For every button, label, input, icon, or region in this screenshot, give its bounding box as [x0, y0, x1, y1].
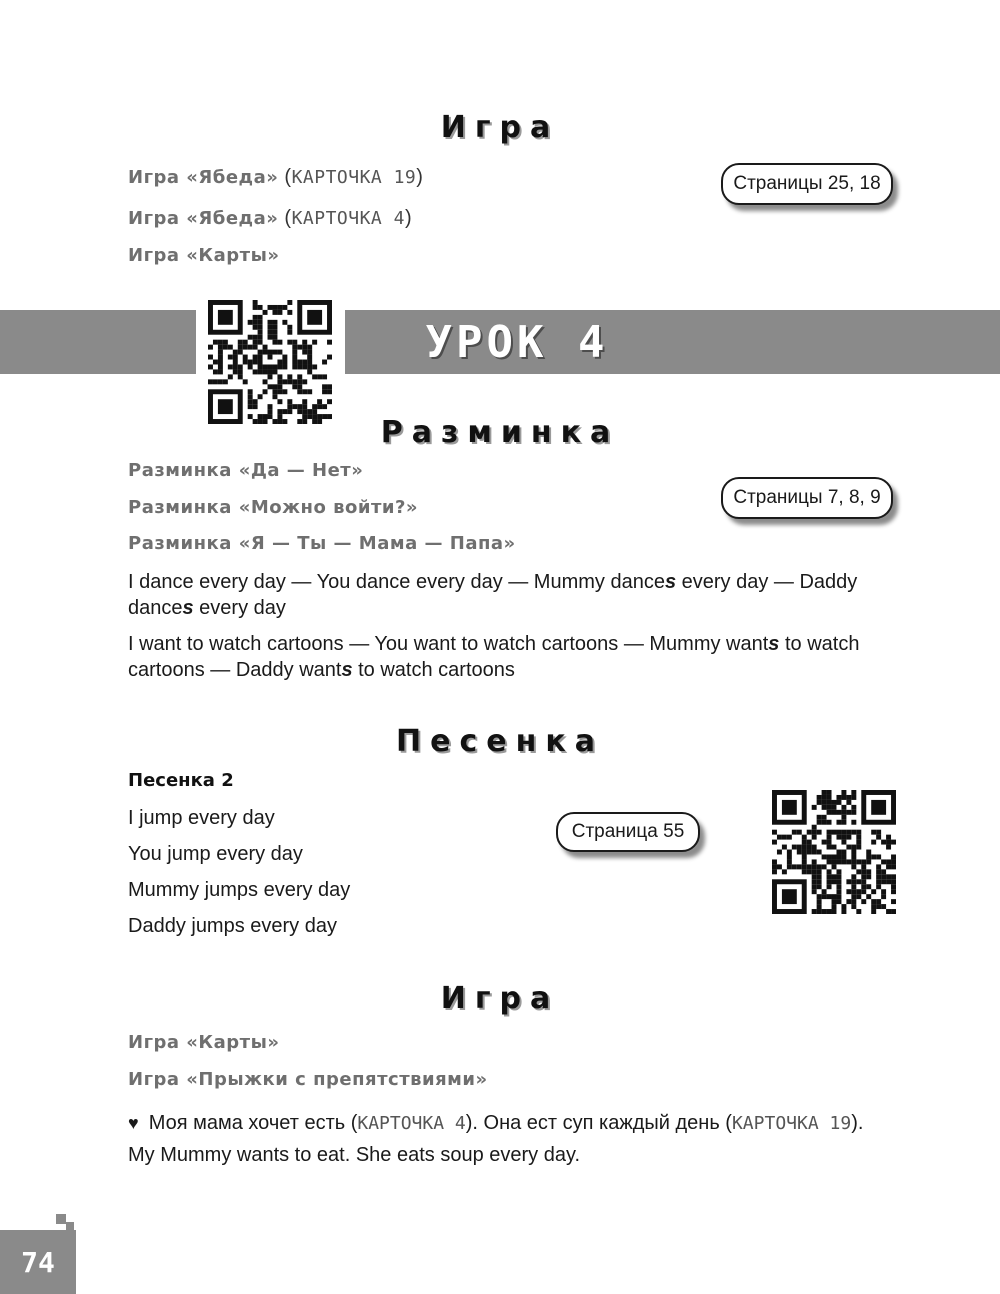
qr-code-icon: [772, 790, 896, 914]
section-heading-warmup: Разминка: [380, 415, 620, 450]
heart-icon: ♥: [128, 1113, 139, 1133]
song-line-3: Mummy jumps every day: [128, 879, 351, 901]
game-item-2: Игра «Ябеда» (КАРТОЧКА 4): [128, 207, 413, 229]
card-ref: КАРТОЧКА 19: [291, 167, 417, 188]
song-line-4: Daddy jumps every day: [128, 915, 337, 937]
game-item-3: Игра «Карты»: [128, 245, 280, 266]
warmup-item-2: Разминка «Можно войти?»: [128, 497, 419, 518]
bullet-sentence: ♥ Моя мама хочет есть (КАРТОЧКА 4). Она ест суп каждый день (КАРТОЧКА 19).: [128, 1112, 864, 1134]
section-heading-game-2: Игра: [440, 981, 560, 1016]
page-number: 74: [21, 1245, 55, 1279]
game2-item-2: Игра «Прыжки с препятствиями»: [128, 1069, 488, 1090]
card-ref: КАРТОЧКА 4: [291, 208, 405, 229]
lesson-title: УРОК 4: [425, 316, 609, 368]
pages-badge-game: Страницы 25, 18: [721, 163, 893, 205]
game2-item-1: Игра «Карты»: [128, 1032, 280, 1053]
section-heading-game: Игра: [440, 110, 560, 145]
warmup-item-3: Разминка «Я — Ты — Мама — Папа»: [128, 533, 516, 554]
song-title: Песенка 2: [128, 770, 234, 791]
tab-pixel-decor: [56, 1214, 66, 1224]
game-item-1: Игра «Ябеда» (КАРТОЧКА 19): [128, 166, 424, 188]
card-ref: КАРТОЧКА 19: [731, 1113, 852, 1134]
warmup-line-2: I want to watch cartoons — You want to watch cartoons — Mummy wants to watch cartoons — Daddy wants to watch cartoons: [128, 633, 860, 681]
song-line-1: I jump every day: [128, 807, 275, 829]
lesson-band-left: [0, 310, 196, 374]
card-ref: КАРТОЧКА 4: [357, 1113, 466, 1134]
pages-badge-warmup: Страницы 7, 8, 9: [721, 477, 893, 519]
warmup-item-1: Разминка «Да — Нет»: [128, 460, 364, 481]
warmup-line-1: I dance every day — You dance every day — Mummy dances every day — Daddy dances every day: [128, 571, 858, 619]
tab-pixel-decor: [66, 1222, 74, 1230]
translation-line: My Mummy wants to eat. She eats soup every day.: [128, 1144, 581, 1166]
qr-code-icon: [208, 300, 332, 424]
song-line-2: You jump every day: [128, 843, 303, 865]
pages-badge-song: Страница 55: [556, 812, 700, 852]
section-heading-song: Песенка: [396, 724, 604, 759]
